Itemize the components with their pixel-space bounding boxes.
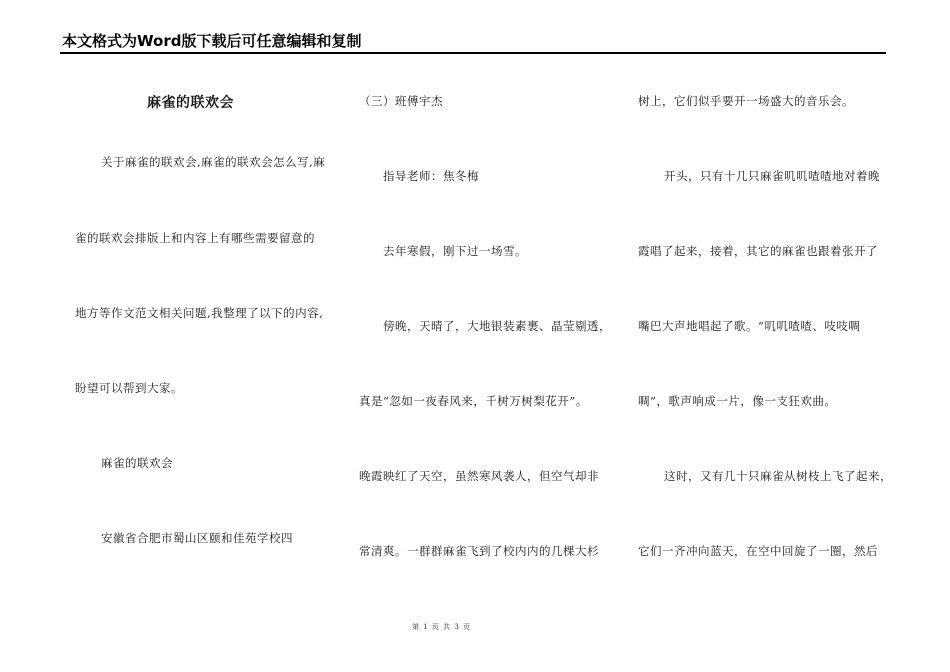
document-banner: 本文格式为Word版下载后可任意编辑和复制	[62, 32, 362, 50]
text-line: 盼望可以帮到大家。	[75, 381, 183, 395]
text-line: 傍晚，天晴了，大地银装素裹、晶莹剔透，	[383, 319, 611, 333]
text-line: 嘴巴大声地唱起了歌。“叽叽喳喳、吱吱啁	[638, 319, 861, 333]
document-title: 麻雀的联欢会	[147, 95, 234, 111]
text-line: 树上，它们似乎要开一场盛大的音乐会。	[638, 94, 854, 108]
text-line: （三）班傅宇杰	[359, 94, 443, 108]
text-line: 常清爽。一群群麻雀飞到了校内内的几棵大杉	[359, 544, 599, 558]
text-line: 去年寒假，刚下过一场雪。	[383, 244, 527, 258]
text-line: 它们一齐冲向蓝天，在空中回旋了一圈，然后	[638, 544, 878, 558]
text-line: 啁”，歌声响成一片，像一支狂欢曲。	[638, 394, 837, 408]
header-rule	[60, 52, 886, 54]
text-line: 关于麻雀的联欢会,麻雀的联欢会怎么写,麻	[101, 155, 326, 169]
text-line: 麻雀的联欢会	[101, 456, 173, 470]
text-line: 真是“忽如一夜春风来，千树万树梨花开”。	[359, 394, 588, 408]
text-line: 这时，又有几十只麻雀从树枝上飞了起来，	[664, 469, 892, 483]
text-line: 雀的联欢会排版上和内容上有哪些需要留意的	[75, 231, 315, 245]
text-line: 晚霞映红了天空，虽然寒风袭人，但空气却非	[359, 469, 599, 483]
text-line: 地方等作文范文相关问题,我整理了以下的内容,	[75, 306, 324, 320]
text-line: 霞唱了起来，接着，其它的麻雀也跟着张开了	[638, 244, 878, 258]
text-line: 指导老师：焦冬梅	[383, 169, 479, 183]
text-line: 开头，只有十几只麻雀叽叽喳喳地对着晚	[664, 169, 880, 183]
text-line: 安徽省合肥市蜀山区颐和佳苑学校四	[101, 531, 293, 545]
page-number: 第 1 页 共 3 页	[412, 623, 472, 631]
